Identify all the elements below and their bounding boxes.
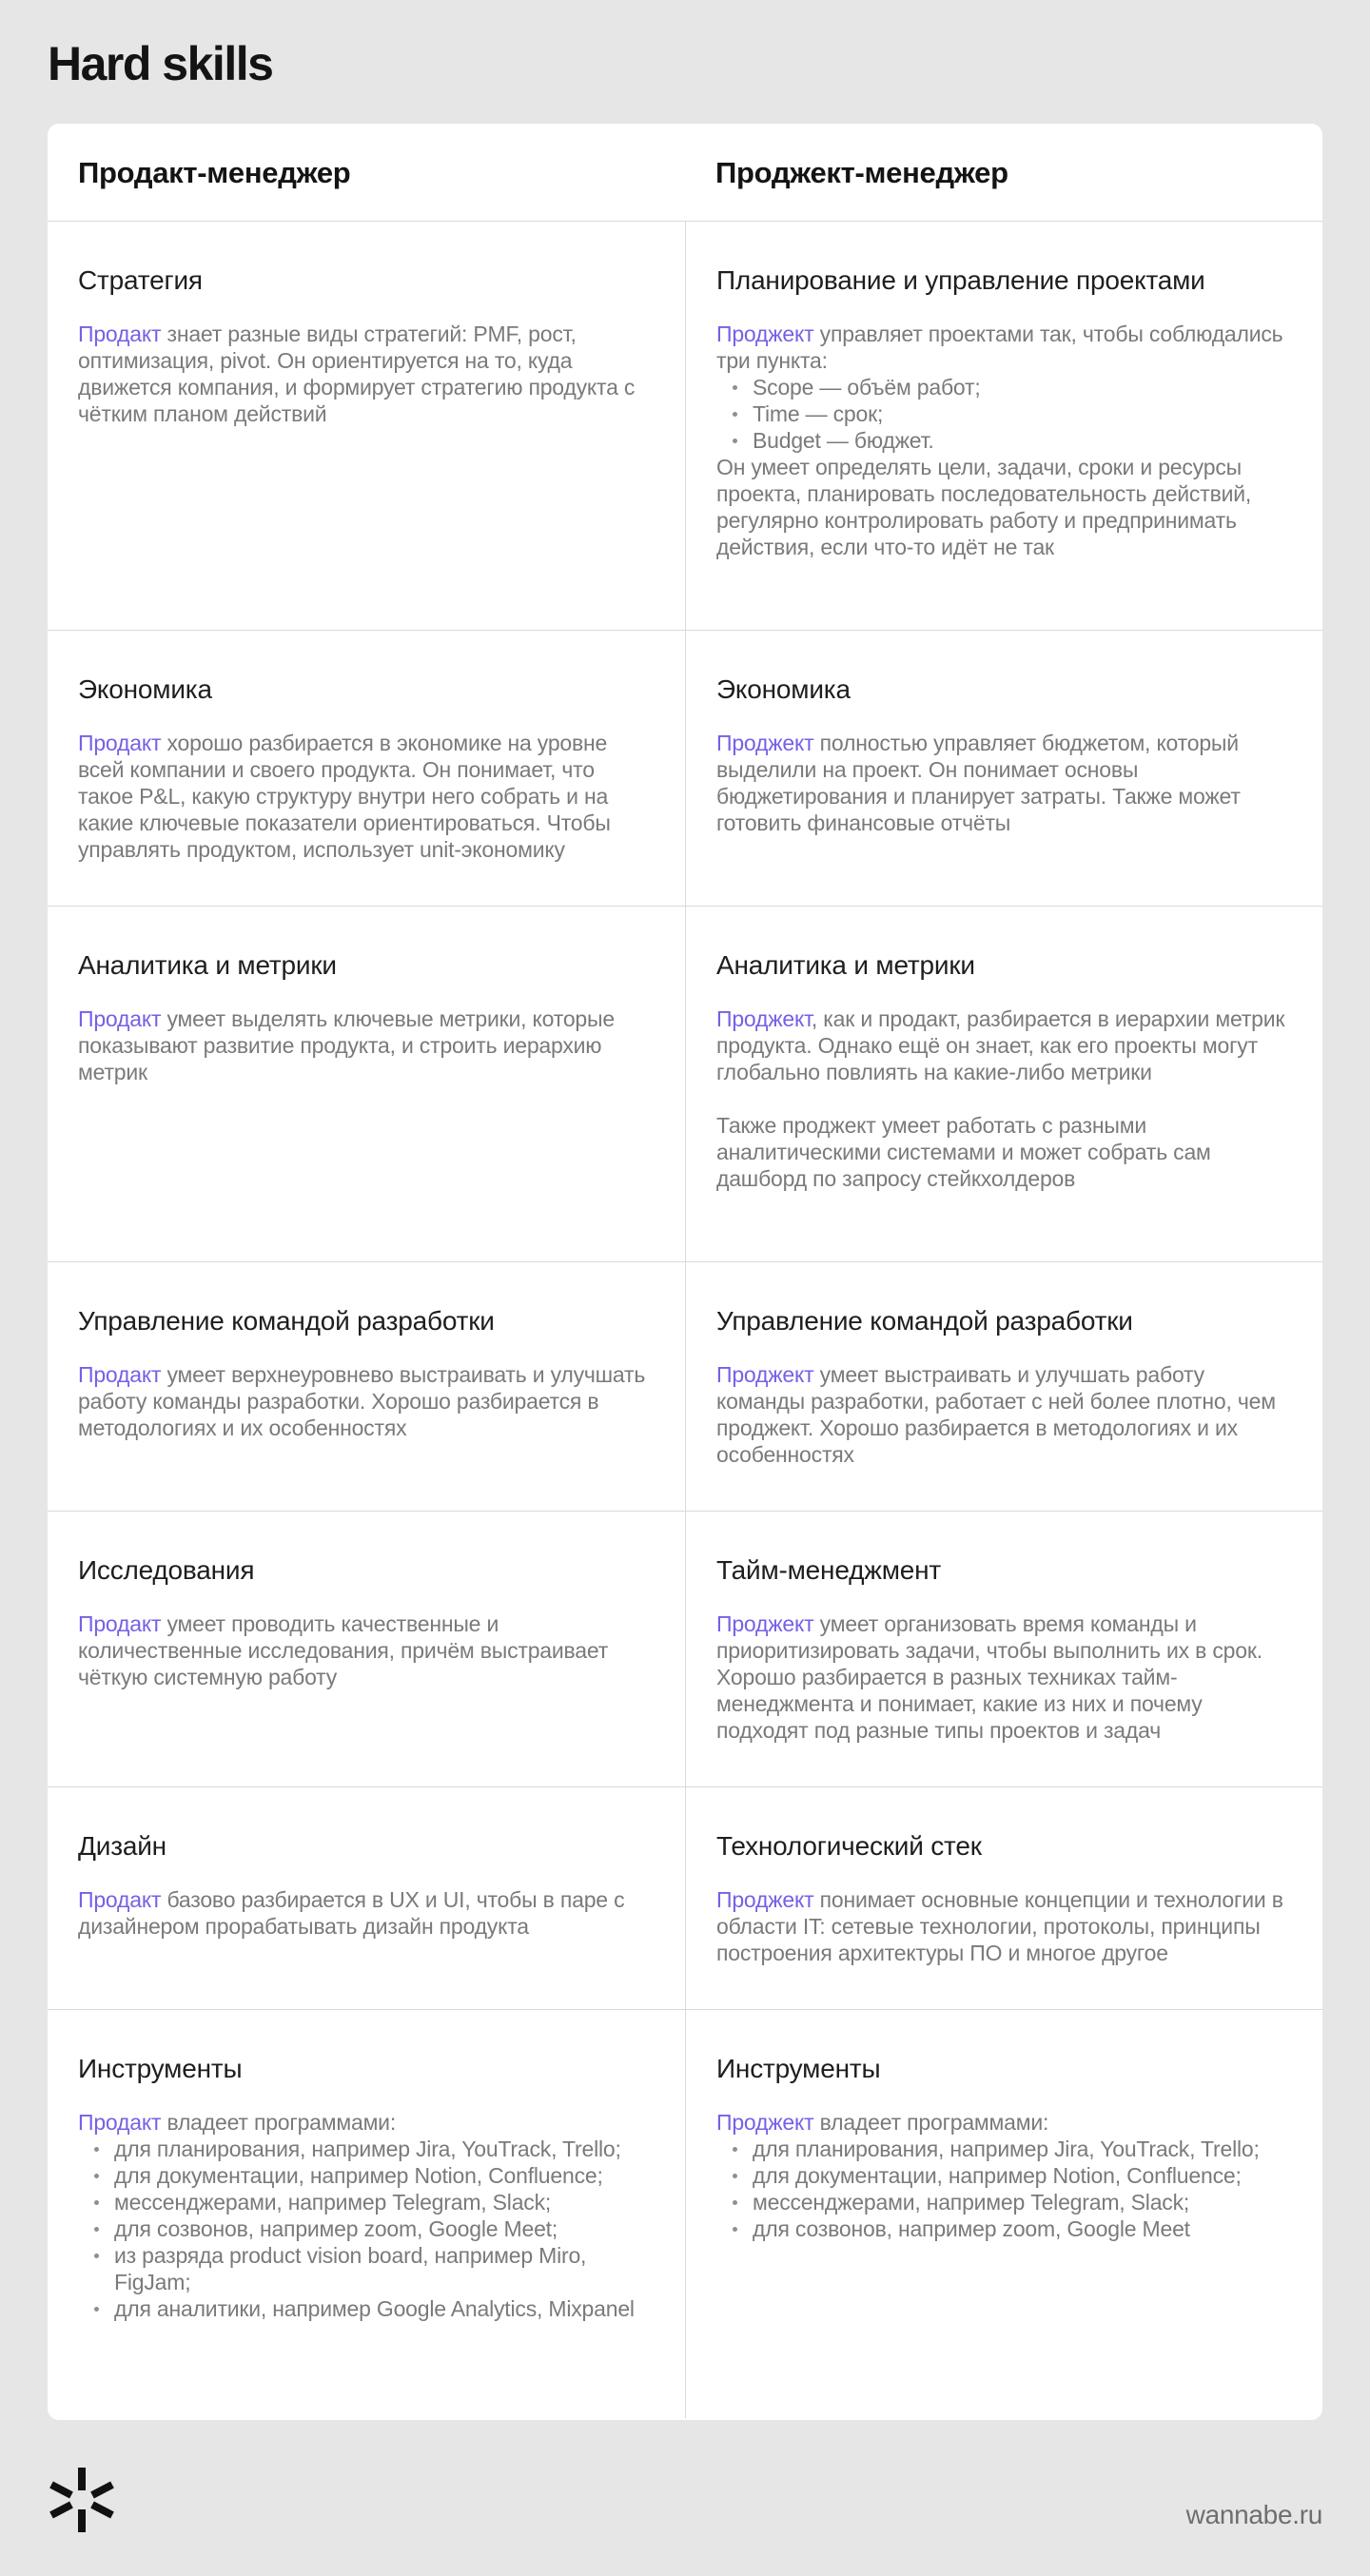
section-title: Исследования (78, 1555, 255, 1585)
cell-project-team (685, 1262, 1322, 1511)
list-item: Time — срок; (716, 400, 1290, 427)
section-title: Управление командой разработки (716, 1306, 1133, 1336)
list-item: для созвонов, например zoom, Google Meet; (78, 2215, 653, 2242)
role-accent: Продакт (78, 1887, 162, 1912)
section-title: Технологический стек (716, 1831, 982, 1861)
role-accent: Проджект (716, 1006, 812, 1031)
cell-project-time-management (685, 1512, 1322, 1786)
list-item: для документации, например Notion, Confluence; (716, 2162, 1290, 2189)
section-title: Стратегия (78, 265, 203, 295)
list-item: мессенджерами, например Telegram, Slack; (78, 2189, 653, 2215)
cell-product-economics (48, 631, 685, 906)
section-text: Продакт умеет выделять ключевые метрики, которые показывают развитие продукта, и строить иерархию метрик (78, 1006, 615, 1084)
section-title: Дизайн (78, 1831, 166, 1861)
table-row-design (48, 1786, 1322, 2009)
table-row-tools (48, 2009, 1322, 2418)
section-text: Проджект понимает основные концепции и технологии в области IT: сетевые технологии, протоколы, принципы построения архитектуры ПО и многое другое (716, 1887, 1283, 1965)
column-header-project: Проджект-менеджер (715, 156, 1008, 189)
section-title: Управление командой разработки (78, 1306, 495, 1336)
bullet-list (716, 374, 1290, 454)
list-item: мессенджерами, например Telegram, Slack; (716, 2189, 1290, 2215)
section-text: Проджект умеет выстраивать и улучшать работу команды разработки, работает с ней более плотно, чем проджект. Хорошо разбирается в методологиях и их особенностях (716, 1362, 1276, 1467)
section-text: Продакт базово разбирается в UX и UI, чтобы в паре с дизайнером прорабатывать дизайн продукта (78, 1887, 625, 1939)
cell-product-team (48, 1262, 685, 1511)
footer-site-link[interactable]: wannabe.ru (1185, 2500, 1322, 2529)
page-title: Hard skills (48, 37, 273, 90)
table-row-analytics (48, 906, 1322, 1261)
role-accent: Продакт (78, 1611, 162, 1636)
table-header-row (48, 124, 1322, 221)
table-row-team-management (48, 1261, 1322, 1511)
cell-project-tools (685, 2010, 1322, 2418)
role-accent: Продакт (78, 2110, 162, 2135)
section-title: Тайм-менеджмент (716, 1555, 942, 1585)
list-item: Budget — бюджет. (716, 427, 1290, 454)
cell-project-tech-stack (685, 1787, 1322, 2009)
section-text: Продакт умеет верхнеуровнево выстраивать и улучшать работу команды разработки. Хорошо разбирается в методологиях и их особенностях (78, 1362, 646, 1440)
table-row-strategy (48, 221, 1322, 630)
bullet-list (78, 2136, 653, 2322)
list-item: для аналитики, например Google Analytics, Mixpanel (78, 2295, 653, 2322)
column-header-product: Продакт-менеджер (78, 156, 351, 189)
role-accent: Продакт (78, 731, 162, 755)
section-text: Продакт знает разные виды стратегий: PMF, рост, оптимизация, pivot. Он ориентируется на то, куда движется компания, и формирует стратегию продукта с чётким планом действий (78, 322, 636, 426)
section-text: Продакт хорошо разбирается в экономике на уровне всей компании и своего продукта. Он понимает, что такое P&L, какую структуру внутри него собрать и на какие ключевые показатели ориентироваться. Чтобы управлять продуктом, использует unit-экономику (78, 731, 611, 862)
role-accent: Продакт (78, 322, 162, 346)
comparison-table (48, 124, 1322, 2420)
section-text: Продакт умеет проводить качественные и количественные исследования, причём выстраивает чёткую системную работу (78, 1611, 609, 1689)
cell-product-strategy (48, 222, 685, 630)
cell-product-design (48, 1787, 685, 2009)
role-accent: Проджект (716, 731, 814, 755)
cell-project-planning (685, 222, 1322, 630)
section-title: Экономика (78, 674, 212, 704)
section-text: Продакт владеет программами: для планирования, например Jira, YouTrack, Trello; для документации, например Notion, Confluence; мессенджерами, например Telegram, Slack; для созвонов, например zoom, Google Meet; из разряда product vision board, например Miro, FigJam; для аналитики, например Google Analytics, Mixpanel (78, 2109, 653, 2322)
section-text: Проджект полностью управляет бюджетом, который выделили на проект. Он понимает основы бюджетирования и планирует затраты. Также может готовить финансовые отчёты (716, 731, 1241, 835)
section-title: Планирование и управление проектами (716, 265, 1205, 295)
section-text: Проджект управляет проектами так, чтобы соблюдались три пункта: Scope — объём работ; Time — срок; Budget — бюджет. Он умеет определять цели, задачи, сроки и ресурсы проекта, планировать последовательность действий, регулярно контролировать работу и предпринимать действия, если что-то идёт не так (716, 321, 1290, 560)
cell-project-economics (685, 631, 1322, 906)
asterisk-logo-icon (48, 2466, 116, 2534)
list-item: для документации, например Notion, Confluence; (78, 2162, 653, 2189)
role-accent: Проджект (716, 322, 814, 346)
section-text: Проджект владеет программами: для планирования, например Jira, YouTrack, Trello; для документации, например Notion, Confluence; мессенджерами, например Telegram, Slack; для созвонов, например zoom, Google Meet (716, 2109, 1290, 2242)
table-row-research (48, 1511, 1322, 1786)
table-row-economics (48, 630, 1322, 906)
cell-product-analytics (48, 907, 685, 1261)
section-text: Проджект, как и продакт, разбирается в иерархии метрик продукта. Однако ещё он знает, как его проекты могут глобально повлиять на какие-либо метрики Также проджект умеет работать с разными аналитическими системами и может собрать сам дашборд по запросу стейкхолдеров (716, 1006, 1285, 1191)
list-item: для планирования, например Jira, YouTrack, Trello; (78, 2136, 653, 2162)
cell-project-analytics (685, 907, 1322, 1261)
bullet-list (716, 2136, 1290, 2242)
section-title: Аналитика и метрики (716, 950, 975, 980)
section-title: Аналитика и метрики (78, 950, 337, 980)
section-title: Инструменты (78, 2054, 243, 2083)
cell-product-tools (48, 2010, 685, 2418)
role-accent: Проджект (716, 1887, 814, 1912)
cell-product-research (48, 1512, 685, 1786)
list-item: Scope — объём работ; (716, 374, 1290, 400)
role-accent: Проджект (716, 1611, 814, 1636)
role-accent: Продакт (78, 1362, 162, 1387)
role-accent: Проджект (716, 1362, 814, 1387)
list-item: для созвонов, например zoom, Google Meet (716, 2215, 1290, 2242)
section-title: Инструменты (716, 2054, 881, 2083)
list-item: из разряда product vision board, например Miro, FigJam; (78, 2242, 653, 2295)
role-accent: Проджект (716, 2110, 814, 2135)
role-accent: Продакт (78, 1006, 162, 1031)
list-item: для планирования, например Jira, YouTrack, Trello; (716, 2136, 1290, 2162)
section-text: Проджект умеет организовать время команды и приоритизировать задачи, чтобы выполнить их в срок. Хорошо разбирается в разных техниках тайм-менеджмента и понимает, какие из них и почему подходят под разные типы проектов и задач (716, 1611, 1262, 1743)
section-title: Экономика (716, 674, 851, 704)
